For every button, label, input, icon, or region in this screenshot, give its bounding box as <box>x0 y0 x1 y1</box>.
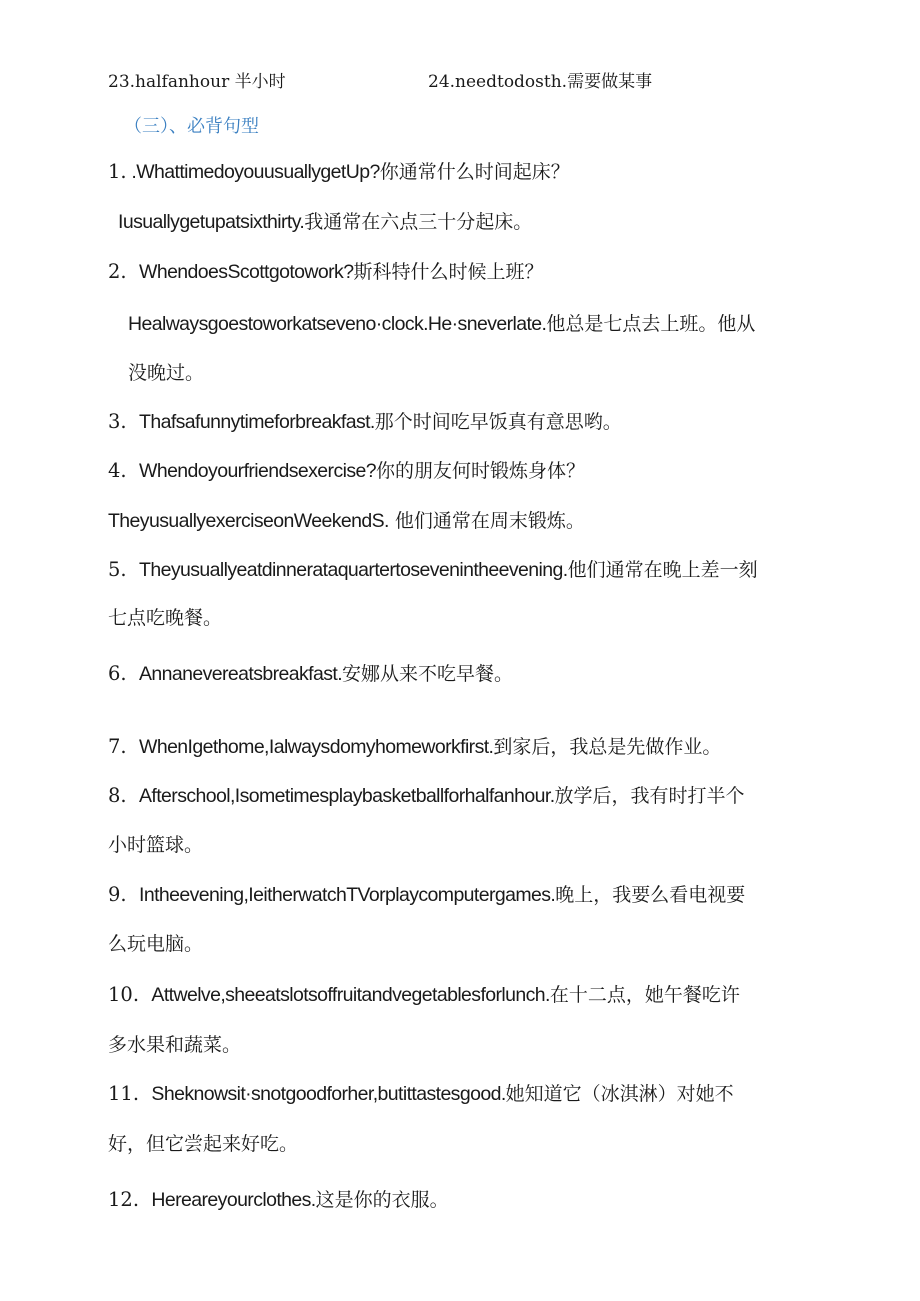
sentence-number: 8. <box>108 784 127 807</box>
sentence-4-question <box>108 459 585 483</box>
sentence-english: Annanevereatsbreakfast. <box>139 663 343 685</box>
sentence-english: Hereareyourclothes. <box>151 1189 316 1211</box>
sentence-9 <box>108 883 745 907</box>
sentence-2-answer <box>128 312 755 336</box>
sentence-chinese: 他总是七点去上班。他从 <box>546 313 756 335</box>
sentence-5-cont: 七点吃晚餐。 <box>108 607 223 629</box>
sentence-chinese: 她知道它（冰淇淋）对她不 <box>505 1083 734 1105</box>
sentence-number: 3. <box>108 410 127 433</box>
sentence-english: Thafsafunnytimeforbreakfast. <box>139 411 375 433</box>
sentence-9-cont: 么玩电脑。 <box>108 933 204 955</box>
sentence-number: 4. <box>108 459 127 482</box>
sentence-chinese: 我通常在六点三十分起床。 <box>304 211 533 233</box>
sentence-2-question <box>108 260 543 284</box>
sentence-number: 6. <box>108 662 127 685</box>
sentence-1-question <box>108 160 570 184</box>
sentence-chinese: 晚上，我要么看电视要 <box>555 884 746 906</box>
sentence-chinese: 斯科特什么时候上班？ <box>353 261 544 283</box>
sentence-chinese: 到家后，我总是先做作业。 <box>493 736 722 758</box>
sentence-3 <box>108 410 622 434</box>
sentence-7 <box>108 735 721 759</box>
sentence-11 <box>108 1082 734 1106</box>
sentence-chinese: 在十二点，她午餐吃许 <box>549 984 740 1006</box>
sentence-number: 12. <box>108 1188 140 1211</box>
sentence-english: Afterschool,Isometimesplaybasketballforhalfanhour. <box>139 785 555 807</box>
sentence-8-cont: 小时篮球。 <box>108 834 204 856</box>
vocab-item-24: 24.needtodosth.需要做某事 <box>428 72 653 92</box>
sentence-chinese: 你的朋友何时锻炼身体？ <box>375 460 585 482</box>
sentence-english: Iusuallygetupatsixthirty. <box>118 211 305 233</box>
sentence-2-answer-cont: 没晚过。 <box>128 362 205 384</box>
sentence-english: WhenIgethome,Ialwaysdomyhomeworkfirst. <box>139 736 494 758</box>
sentence-1-answer <box>118 210 532 234</box>
sentence-number: 11. <box>108 1082 140 1105</box>
sentence-11-cont: 好，但它尝起来好吃。 <box>108 1133 299 1155</box>
sentence-10-cont: 多水果和蔬菜。 <box>108 1034 242 1056</box>
sentence-english: Intheevening,IeitherwatchTVorplaycomputergames. <box>139 884 556 906</box>
sentence-number: 9. <box>108 883 127 906</box>
sentence-english: WhendoesScottgotowork? <box>139 261 354 283</box>
sentence-english: Attwelve,sheeatslotsoffruitandvegetablesforlunch. <box>151 984 550 1006</box>
sentence-number: 5. <box>108 558 127 581</box>
sentence-chinese: 放学后，我有时打半个 <box>554 785 745 807</box>
sentence-chinese: 这是你的衣服。 <box>315 1189 449 1211</box>
sentence-chinese: 他们通常在周末锻炼。 <box>388 510 585 532</box>
sentence-english: Healwaysgoestoworkatseveno·clock.He·sneverlate. <box>128 313 547 335</box>
sentence-english: Sheknowsit·snotgoodforher,butittastesgood. <box>151 1083 506 1105</box>
sentence-number: 7. <box>108 735 127 758</box>
sentence-6 <box>108 662 513 686</box>
sentence-chinese: 他们通常在晚上差一刻 <box>567 559 758 581</box>
sentence-english: .WhattimedoyouusuallygetUp? <box>126 161 380 183</box>
sentence-english: Whendoyourfriendsexercise? <box>139 460 376 482</box>
sentence-chinese: 安娜从来不吃早餐。 <box>342 663 514 685</box>
sentence-10 <box>108 983 740 1007</box>
sentence-chinese: 那个时间吃早饭真有意思哟。 <box>374 411 622 433</box>
sentence-number: 2. <box>108 260 127 283</box>
sentence-chinese: 你通常什么时间起床？ <box>379 161 570 183</box>
sentence-english: Theyusuallyeatdinnerataquartertosevenintheevening. <box>139 559 568 581</box>
sentence-5 <box>108 558 758 582</box>
section-heading: （三）、必背句型 <box>124 116 259 137</box>
sentence-number: 1. <box>108 160 127 183</box>
sentence-english: TheyusuallyexerciseonWeekendS. <box>108 510 389 532</box>
sentence-8 <box>108 784 745 808</box>
sentence-4-answer <box>108 509 585 533</box>
sentence-12 <box>108 1188 449 1212</box>
sentence-number: 10. <box>108 983 140 1006</box>
vocab-item-23: 23.halfanhour 半小时 <box>108 72 286 92</box>
